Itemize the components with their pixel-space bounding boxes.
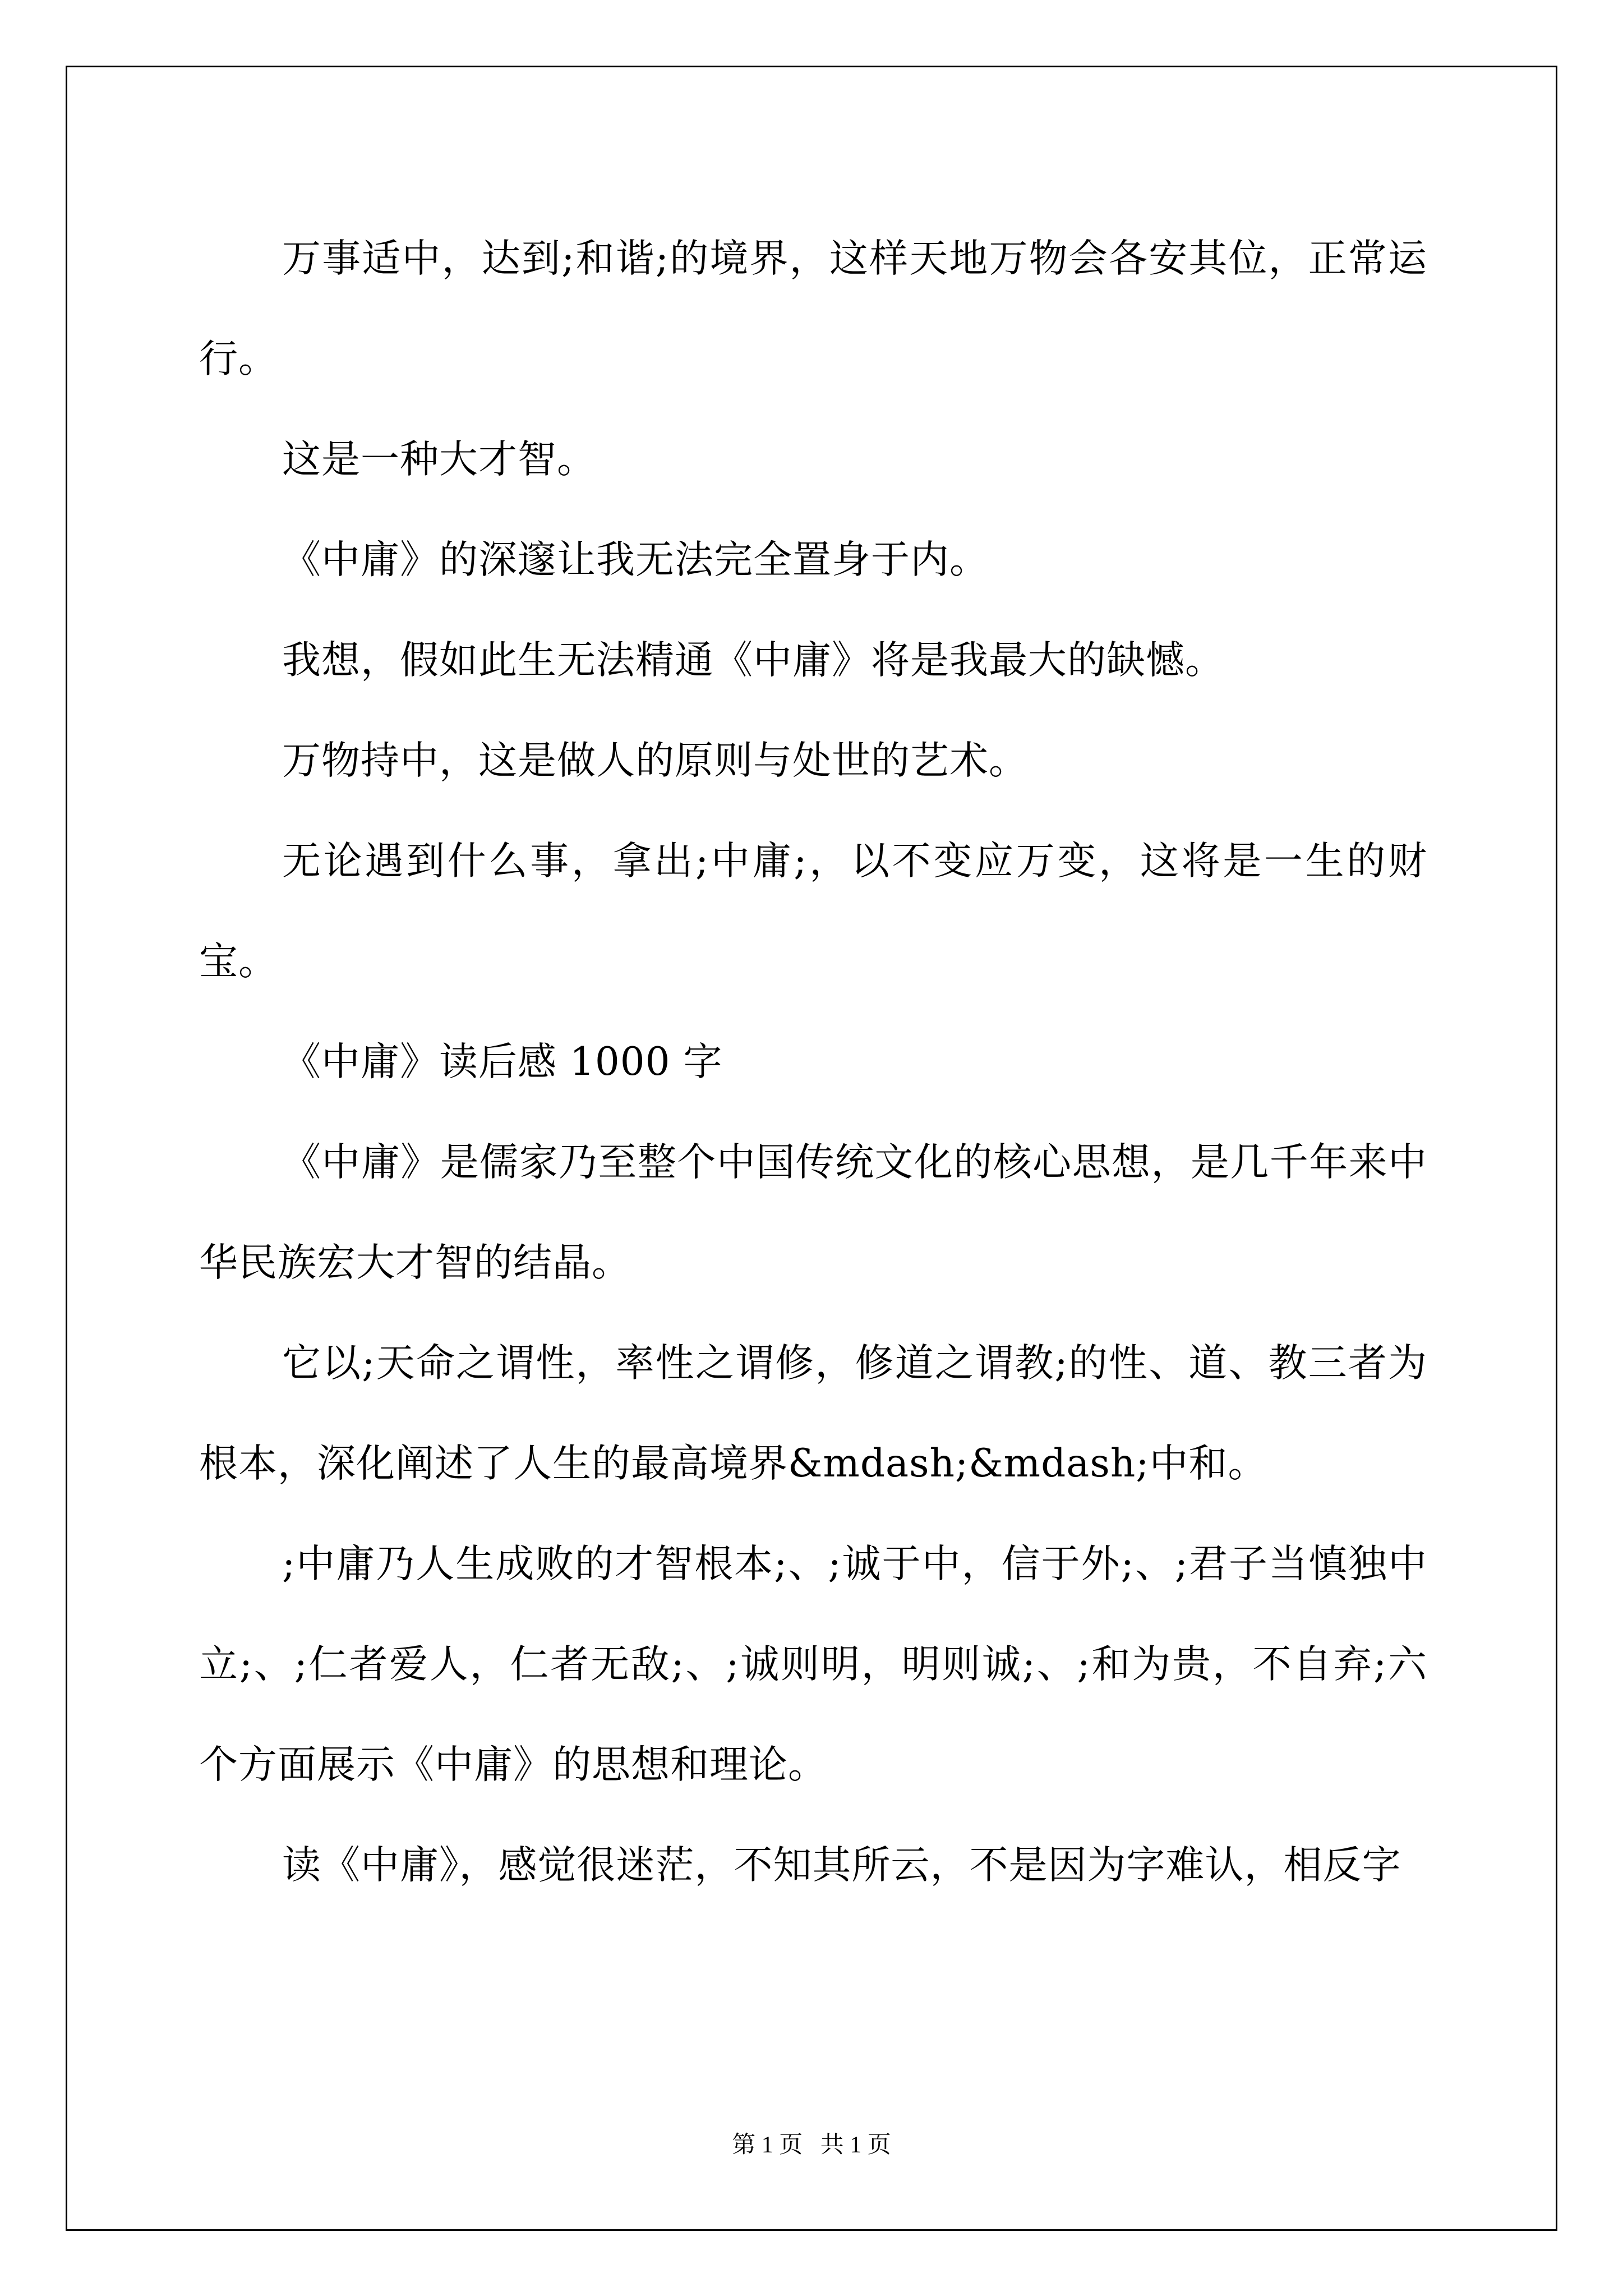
paragraph-1: 万事适中，达到;和谐;的境界，这样天地万物会各安其位，正常运行。 xyxy=(199,236,1427,381)
paragraph-10: 读《中庸》，感觉很迷茫，不知其所云，不是因为字难认，相反字 xyxy=(282,1843,1401,1888)
paragraph-9: ;中庸乃人生成败的才智根本;、;诚于中，信于外;、;君子当慎独中立;、;仁者爱人，仁者无敌;、;诚则明，明则诚;、;和为贵，不自弃;六个方面展示《中庸》的思想和理论。 xyxy=(199,1542,1427,1787)
paragraph-7: 《中庸》是儒家乃至整个中国传统文化的核心思想，是几千年来中华民族宏大才智的结晶。 xyxy=(199,1140,1427,1285)
section-heading: 《中庸》读后感 1000 字 xyxy=(282,1039,723,1084)
page-footer: 第 1 页 共 1 页 xyxy=(732,2132,891,2158)
paragraph-3: 《中庸》的深邃让我无法完全置身于内。 xyxy=(282,537,989,582)
paragraph-2: 这是一种大才智。 xyxy=(282,437,596,482)
paragraph-5: 万物持中，这是做人的原则与处世的艺术。 xyxy=(282,738,1028,783)
paragraph-6: 无论遇到什么事，拿出;中庸;，以不变应万变，这将是一生的财宝。 xyxy=(199,839,1427,984)
paragraph-4: 我想，假如此生无法精通《中庸》将是我最大的缺憾。 xyxy=(282,638,1224,683)
paragraph-8: 它以;天命之谓性，率性之谓修，修道之谓教;的性、道、教三者为根本，深化阐述了人生的最高境界&mdash;&mdash;中和。 xyxy=(199,1341,1427,1486)
document-body xyxy=(199,209,1427,1916)
